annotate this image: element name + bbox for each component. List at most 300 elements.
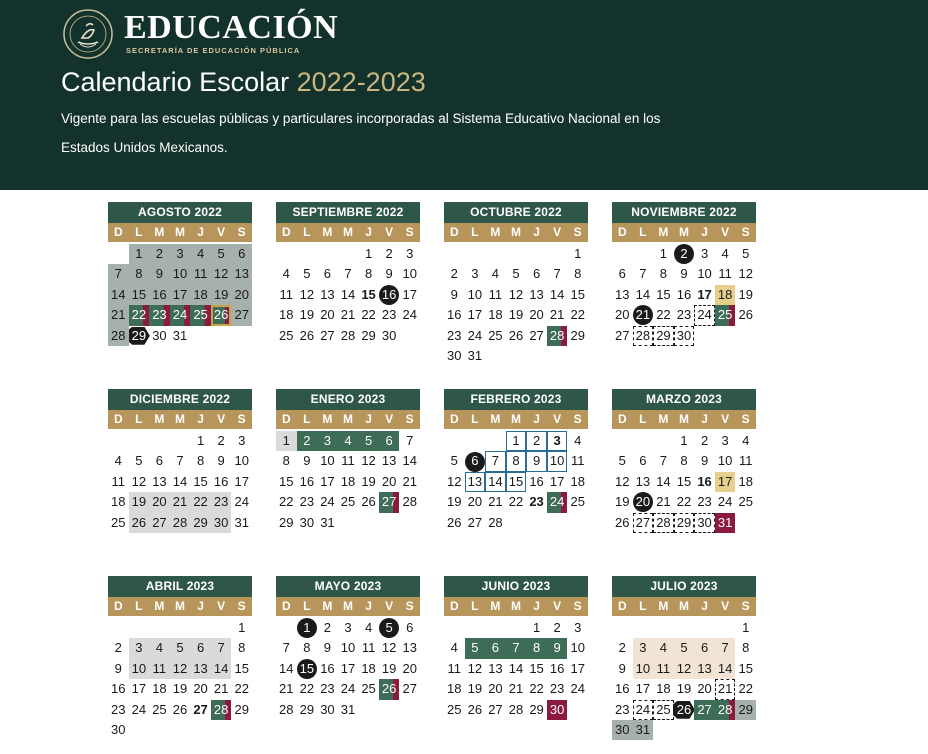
day-grid xyxy=(612,431,756,533)
calendar-day: 26 xyxy=(379,679,400,699)
calendar-day: 11 xyxy=(341,453,355,469)
weekday-label: V xyxy=(721,412,730,426)
weekday-label: V xyxy=(385,412,394,426)
calendar-day: 21 xyxy=(549,307,565,323)
calendar-day: 7 xyxy=(211,638,232,658)
calendar-day: 26 xyxy=(299,327,315,343)
month-title: JUNIO 2023 xyxy=(444,576,588,597)
calendar-day: 27 xyxy=(379,492,400,512)
weekday-label: M xyxy=(154,599,165,613)
calendar-day: 24 xyxy=(467,327,483,343)
calendar-day: 23 xyxy=(676,307,692,323)
calendar-day: 15 xyxy=(297,659,318,679)
month-calendar xyxy=(276,202,420,346)
calendar-day: 20 xyxy=(615,307,630,323)
calendar-day: 24 xyxy=(633,700,654,720)
calendar-day: 16 xyxy=(676,286,692,302)
weekday-label: M xyxy=(342,225,353,239)
weekday-label: S xyxy=(741,225,750,239)
calendar-day: 26 xyxy=(447,514,462,530)
calendar-day: 21 xyxy=(488,494,503,510)
weekday-label: J xyxy=(365,599,372,613)
weekday-label: S xyxy=(237,412,246,426)
calendar-day: 8 xyxy=(364,266,373,282)
calendar-day: 7 xyxy=(282,640,290,656)
month-title: MARZO 2023 xyxy=(612,389,756,410)
calendar-day: 30 xyxy=(211,513,232,533)
calendar-day: 3 xyxy=(344,620,352,635)
calendar-day: 19 xyxy=(211,285,232,305)
calendar-day: 12 xyxy=(211,264,232,284)
calendar-day: 15 xyxy=(676,473,692,489)
calendar-day: 24 xyxy=(570,681,585,697)
calendar-day: 5 xyxy=(379,618,400,638)
day-grid xyxy=(444,431,588,533)
weekday-label: M xyxy=(510,599,521,613)
calendar-day: 18 xyxy=(488,307,503,323)
calendar-day: 30 xyxy=(152,327,167,343)
weekday-label: M xyxy=(154,412,165,426)
calendar-day: 13 xyxy=(615,286,630,302)
weekday-label: J xyxy=(365,225,372,239)
calendar-day: 22 xyxy=(279,494,294,510)
calendar-day: 4 xyxy=(742,433,750,448)
calendar-day: 15 xyxy=(361,286,376,302)
calendar-day: 21 xyxy=(213,681,229,697)
month-calendar xyxy=(108,202,252,346)
weekday-label: J xyxy=(365,412,372,426)
calendar-day: 10 xyxy=(402,266,417,282)
calendar-day: 28 xyxy=(170,513,191,533)
calendar-day: 12 xyxy=(674,659,695,679)
calendar-day: 29 xyxy=(299,701,315,717)
calendar-day: 2 xyxy=(450,266,458,282)
calendar-day: 13 xyxy=(694,659,715,679)
calendar-day: 10 xyxy=(547,451,568,471)
calendar-day: 31 xyxy=(715,513,736,533)
calendar-day: 11 xyxy=(718,266,732,282)
calendar-day: 11 xyxy=(738,453,753,469)
calendar-day: 17 xyxy=(467,307,483,323)
calendar-day: 14 xyxy=(508,660,524,676)
weekday-label: S xyxy=(741,412,750,426)
weekday-header xyxy=(108,223,252,242)
calendar-day: 19 xyxy=(299,307,315,323)
calendar-day: 22 xyxy=(508,494,524,510)
calendar-day: 17 xyxy=(170,285,191,305)
calendar-day: 8 xyxy=(659,266,668,282)
calendar-day: 23 xyxy=(697,494,712,510)
weekday-label: D xyxy=(113,412,123,426)
calendar-day: 7 xyxy=(406,433,414,448)
calendar-day: 16 xyxy=(447,307,462,323)
month-title: FEBRERO 2023 xyxy=(444,389,588,410)
calendar-day: 23 xyxy=(529,494,544,510)
calendar-day: 8 xyxy=(303,640,311,656)
calendar-day: 8 xyxy=(742,640,750,656)
calendar-day: 9 xyxy=(217,453,225,469)
calendar-day: 11 xyxy=(279,286,294,302)
calendar-day: 16 xyxy=(549,660,565,676)
day-grid xyxy=(108,431,252,533)
weekday-header xyxy=(444,410,588,429)
calendar-day: 8 xyxy=(526,638,547,658)
calendar-day: 22 xyxy=(299,681,315,697)
calendar-day: 20 xyxy=(193,681,208,697)
calendar-day: 25 xyxy=(190,305,211,325)
calendar-day: 22 xyxy=(738,681,753,697)
calendar-day: 7 xyxy=(659,453,668,469)
calendar-day: 5 xyxy=(303,266,311,282)
calendar-day: 27 xyxy=(467,514,483,530)
calendar-day: 14 xyxy=(715,659,736,679)
calendar-day: 26 xyxy=(508,327,524,343)
weekday-label: J xyxy=(197,225,204,239)
calendar-day: 22 xyxy=(129,305,150,325)
calendar-day: 18 xyxy=(570,473,585,489)
calendar-day: 30 xyxy=(381,327,397,343)
calendar-day: 29 xyxy=(234,701,249,717)
calendar-day: 21 xyxy=(508,681,524,697)
calendar-day: 4 xyxy=(149,638,170,658)
calendar-day: 18 xyxy=(279,307,294,323)
calendar-day: 6 xyxy=(532,266,541,282)
calendar-day: 25 xyxy=(279,327,294,343)
calendar-day: 24 xyxy=(547,492,568,512)
month-calendar xyxy=(276,389,420,533)
calendar-day: 29 xyxy=(190,513,211,533)
calendar-day: 27 xyxy=(193,701,208,717)
calendar-day: 3 xyxy=(406,246,414,261)
month-title: MAYO 2023 xyxy=(276,576,420,597)
calendar-day: 1 xyxy=(742,620,750,635)
calendar-day: 5 xyxy=(465,638,486,658)
calendar-day: 17 xyxy=(234,473,249,489)
calendar-day: 22 xyxy=(656,307,671,323)
calendar-day: 24 xyxy=(717,494,733,510)
month-calendar xyxy=(276,576,420,720)
weekday-label: V xyxy=(553,225,562,239)
calendar-day: 25 xyxy=(653,700,674,720)
calendar-day: 28 xyxy=(488,514,503,530)
weekday-label: L xyxy=(471,412,479,426)
calendar-day: 3 xyxy=(238,433,246,448)
calendar-day: 5 xyxy=(450,453,458,469)
calendar-day: 7 xyxy=(176,453,184,469)
month-calendar xyxy=(108,576,252,740)
weekday-label: L xyxy=(135,412,143,426)
page-description: Vigente para las escuelas públicas y particulares incorporadas al Sistema Educativo Nacional en los Estados Unidos Mexicanos. xyxy=(61,111,661,155)
calendar-day: 6 xyxy=(323,266,332,282)
weekday-label: L xyxy=(639,599,647,613)
calendar-day: 18 xyxy=(361,660,376,676)
calendar-day: 4 xyxy=(282,266,290,282)
calendar-day: 10 xyxy=(570,640,585,656)
calendar-day: 1 xyxy=(364,246,373,261)
calendar-day: 8 xyxy=(680,453,688,469)
calendar-day: 3 xyxy=(633,638,654,658)
calendar-day: 2 xyxy=(618,640,626,656)
calendar-day: 26 xyxy=(361,494,376,510)
calendar-day: 11 xyxy=(111,473,126,489)
calendar-day: 29 xyxy=(129,326,150,346)
weekday-label: L xyxy=(135,225,143,239)
weekday-label: M xyxy=(174,412,185,426)
calendar-day: 13 xyxy=(402,640,417,656)
weekday-label: J xyxy=(701,412,708,426)
weekday-header xyxy=(612,410,756,429)
calendar-day: 17 xyxy=(549,473,565,489)
weekday-label: M xyxy=(510,412,521,426)
calendar-day: 20 xyxy=(633,492,654,512)
calendar-day: 6 xyxy=(694,638,715,658)
calendar-day: 25 xyxy=(447,701,462,717)
calendar-day: 23 xyxy=(299,494,315,510)
day-grid xyxy=(612,244,756,346)
calendar-day: 1 xyxy=(276,431,297,451)
brand-name: EDUCACIÓN xyxy=(124,9,339,46)
calendar-day: 14 xyxy=(635,286,651,302)
calendar-day: 15 xyxy=(738,660,753,676)
calendar-day: 9 xyxy=(526,451,547,471)
calendar-day: 11 xyxy=(361,640,376,656)
calendar-day: 3 xyxy=(170,244,191,264)
calendar-day: 16 xyxy=(213,473,229,489)
calendar-day: 19 xyxy=(447,494,462,510)
calendar-day: 10 xyxy=(129,659,150,679)
calendar-day: 2 xyxy=(700,433,709,448)
calendar-day: 16 xyxy=(111,681,126,697)
calendar-day: 14 xyxy=(108,285,129,305)
calendar-day: 13 xyxy=(152,473,167,489)
calendar-day: 7 xyxy=(108,264,129,284)
calendar-day: 29 xyxy=(570,327,585,343)
calendar-day: 5 xyxy=(618,453,626,469)
header-banner xyxy=(0,0,928,190)
weekday-label: M xyxy=(490,412,501,426)
calendar-day: 10 xyxy=(234,453,249,469)
calendar-day: 26 xyxy=(211,305,232,325)
title-year: 2022-2023 xyxy=(296,67,426,97)
weekday-label: M xyxy=(490,225,501,239)
calendar-day: 12 xyxy=(131,473,147,489)
calendar-day: 10 xyxy=(697,266,712,282)
month-title: SEPTIEMBRE 2022 xyxy=(276,202,420,223)
calendar-day: 2 xyxy=(674,244,695,264)
calendar-day: 28 xyxy=(402,494,417,510)
weekday-label: L xyxy=(303,599,311,613)
calendar-day: 23 xyxy=(149,305,170,325)
calendar-day: 4 xyxy=(364,620,373,635)
calendar-day: 5 xyxy=(358,431,379,451)
calendar-day: 18 xyxy=(715,285,736,305)
calendar-day: 10 xyxy=(467,286,483,302)
calendar-day: 23 xyxy=(381,307,397,323)
calendar-day: 20 xyxy=(320,307,335,323)
calendar-day: 19 xyxy=(508,307,524,323)
weekday-label: M xyxy=(678,225,689,239)
calendar-day: 29 xyxy=(279,514,294,530)
weekday-label: L xyxy=(471,599,479,613)
calendar-day: 30 xyxy=(547,700,568,720)
calendar-day: 31 xyxy=(320,514,335,530)
weekday-label: D xyxy=(449,412,459,426)
calendar-day: 12 xyxy=(738,266,753,282)
month-title: DICIEMBRE 2022 xyxy=(108,389,252,410)
calendar-day: 7 xyxy=(485,451,506,471)
calendar-day: 1 xyxy=(532,620,541,635)
calendar-day: 15 xyxy=(234,660,249,676)
calendar-day: 6 xyxy=(485,638,506,658)
calendar-day: 8 xyxy=(238,640,246,656)
calendar-day: 9 xyxy=(149,264,170,284)
calendar-day: 25 xyxy=(738,494,753,510)
calendar-day: 13 xyxy=(635,473,651,489)
calendar-day: 9 xyxy=(680,266,688,282)
page-title xyxy=(61,64,426,100)
calendar-day: 27 xyxy=(402,681,417,697)
month-title: JULIO 2023 xyxy=(612,576,756,597)
calendar-day: 4 xyxy=(338,431,359,451)
weekday-label: V xyxy=(217,599,226,613)
month-title: NOVIEMBRE 2022 xyxy=(612,202,756,223)
calendar-day: 19 xyxy=(615,494,630,510)
calendar-day: 14 xyxy=(549,286,565,302)
calendar-day: 11 xyxy=(447,660,462,676)
calendar-day: 4 xyxy=(190,244,211,264)
weekday-label: M xyxy=(490,599,501,613)
calendar-day: 7 xyxy=(506,638,527,658)
calendar-day: 17 xyxy=(131,681,147,697)
calendar-day: 30 xyxy=(320,701,335,717)
calendar-day: 27 xyxy=(529,327,544,343)
calendar-day: 12 xyxy=(508,286,524,302)
calendar-day: 28 xyxy=(279,701,294,717)
calendar-day: 31 xyxy=(340,701,356,717)
weekday-label: L xyxy=(303,412,311,426)
calendar-day: 19 xyxy=(676,681,692,697)
calendar-day: 3 xyxy=(547,431,568,451)
calendar-day: 15 xyxy=(570,286,585,302)
calendar-day: 22 xyxy=(676,494,692,510)
calendar-day: 10 xyxy=(320,453,335,469)
calendar-day: 18 xyxy=(111,494,126,510)
calendar-day: 26 xyxy=(615,514,630,530)
calendar-day: 14 xyxy=(485,472,506,492)
weekday-label: V xyxy=(217,412,226,426)
calendar-day: 2 xyxy=(217,433,225,448)
calendar-day: 8 xyxy=(129,264,150,284)
calendar-day: 9 xyxy=(303,453,311,469)
calendar-day: 16 xyxy=(379,285,400,305)
calendar-day: 4 xyxy=(721,246,729,261)
calendar-day: 13 xyxy=(190,659,211,679)
calendar-day: 28 xyxy=(633,326,654,346)
calendar-day: 28 xyxy=(547,326,568,346)
calendar-day: 12 xyxy=(170,659,191,679)
weekday-label: L xyxy=(639,412,647,426)
weekday-label: S xyxy=(405,412,414,426)
day-grid xyxy=(108,618,252,740)
calendar-day: 30 xyxy=(694,513,715,533)
month-calendar xyxy=(444,202,588,366)
calendar-day: 15 xyxy=(193,473,208,489)
calendar-day: 25 xyxy=(340,494,356,510)
calendar-day: 9 xyxy=(323,640,332,656)
weekday-label: M xyxy=(174,225,185,239)
calendar-day: 20 xyxy=(231,285,252,305)
calendar-day: 16 xyxy=(320,660,335,676)
calendar-day: 2 xyxy=(297,431,318,451)
calendar-day: 10 xyxy=(340,640,356,656)
calendar-day: 12 xyxy=(467,660,483,676)
calendar-day: 16 xyxy=(299,473,315,489)
weekday-label: S xyxy=(237,225,246,239)
calendar-day: 3 xyxy=(129,638,150,658)
calendar-day: 6 xyxy=(379,431,400,451)
weekday-label: S xyxy=(405,225,414,239)
weekday-label: D xyxy=(449,225,459,239)
weekday-label: S xyxy=(573,225,582,239)
month-calendar xyxy=(612,389,756,533)
weekday-label: D xyxy=(281,599,291,613)
calendar-day: 11 xyxy=(149,659,170,679)
calendar-day: 10 xyxy=(170,264,191,284)
weekday-label: J xyxy=(701,599,708,613)
calendar-day: 2 xyxy=(526,431,547,451)
month-calendar xyxy=(108,389,252,533)
month-calendar xyxy=(444,576,588,720)
calendar-day: 1 xyxy=(297,618,318,638)
month-title: ABRIL 2023 xyxy=(108,576,252,597)
calendar-day: 27 xyxy=(149,513,170,533)
calendar-day: 28 xyxy=(340,327,356,343)
calendar-day: 6 xyxy=(190,638,211,658)
calendar-day: 18 xyxy=(447,681,462,697)
month-calendar xyxy=(444,389,588,533)
calendar-day: 14 xyxy=(340,286,356,302)
calendar-day: 26 xyxy=(129,513,150,533)
weekday-label: S xyxy=(237,599,246,613)
calendar-day: 20 xyxy=(697,681,712,697)
calendar-day: 19 xyxy=(381,660,397,676)
calendar-day: 20 xyxy=(381,473,397,489)
calendar-day: 7 xyxy=(639,266,647,282)
calendar-day: 2 xyxy=(114,640,122,656)
calendar-day: 1 xyxy=(680,433,688,448)
calendar-day: 11 xyxy=(190,264,211,284)
calendar-day: 22 xyxy=(234,681,249,697)
calendar-day: 9 xyxy=(450,286,458,302)
weekday-label: D xyxy=(617,225,627,239)
weekday-label: L xyxy=(303,225,311,239)
calendar-day: 16 xyxy=(529,473,544,489)
weekday-label: D xyxy=(113,225,123,239)
calendar-day: 21 xyxy=(279,681,294,697)
calendar-day: 4 xyxy=(491,266,500,282)
calendar-day: 31 xyxy=(234,514,249,530)
weekday-label: S xyxy=(405,599,414,613)
calendar-day: 23 xyxy=(211,492,232,512)
weekday-label: V xyxy=(721,225,730,239)
calendar-day: 10 xyxy=(717,453,733,469)
calendar-day: 19 xyxy=(129,492,150,512)
calendar-day: 19 xyxy=(738,286,753,302)
calendar-day: 25 xyxy=(715,305,736,325)
calendar-day: 1 xyxy=(659,246,668,261)
calendar-day: 30 xyxy=(111,722,126,737)
day-grid xyxy=(108,244,252,346)
